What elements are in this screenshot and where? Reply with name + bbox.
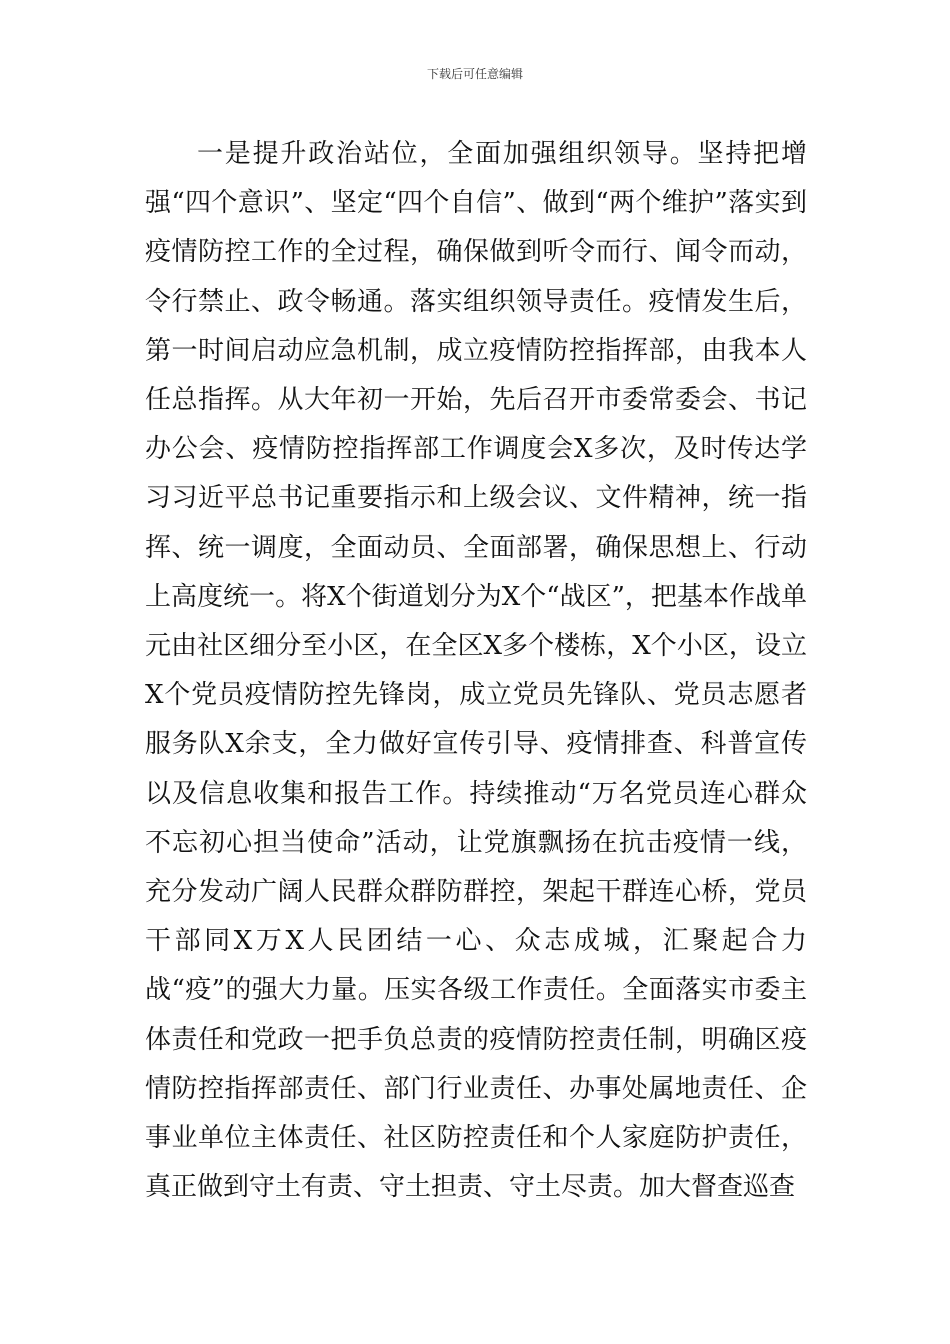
page-header-note: 下载后可任意编辑 [426, 67, 523, 81]
body-paragraph: 一是提升政治站位，全面加强组织领导。坚持把增强“四个意识”、坚定“四个自信”、做到“两个维护”落实到疫情防控工作的全过程，确保做到听令而行、闻令而动，令行禁止、政令畅通。落实组织领导责任。疫情发生后，第一时间启动应急机制，成立疫情防控指挥部，由我本人任总指挥。从大年初一开始，先后召开市委常委会、书记办公会、疫情防控指挥部工作调度会X多次，及时传达学习习近平总书记重要指示和上级会议、文件精神，统一指挥、统一调度，全面动员、全面部署，确保思想上、行动上高度统一。将X个街道划分为X个“战区”，把基本作战单元由社区细分至小区，在全区X多个楼栋，X个小区，设立X个党员疫情防控先锋岗，成立党员先锋队、党员志愿者服务队X余支，全力做好宣传引导、疫情排查、科普宣传以及信息收集和报告工作。持续推动“万名党员连心群众不忘初心担当使命”活动，让党旗飘扬在抗击疫情一线，充分发动广阔人民群众群防群控，架起干群连心桥，党员干部同X万X人民团结一心、众志成城，汇聚起合力战“疫”的强大力量。压实各级工作责任。全面落实市委主体责任和党政一把手负总责的疫情防控责任制，明确区疫情防控指挥部责任、部门行业责任、办事处属地责任、企事业单位主体责任、社区防控责任和个人家庭防护责任，真正做到守土有责、守土担责、守土尽责。加大督查巡查 [145, 139, 807, 1203]
